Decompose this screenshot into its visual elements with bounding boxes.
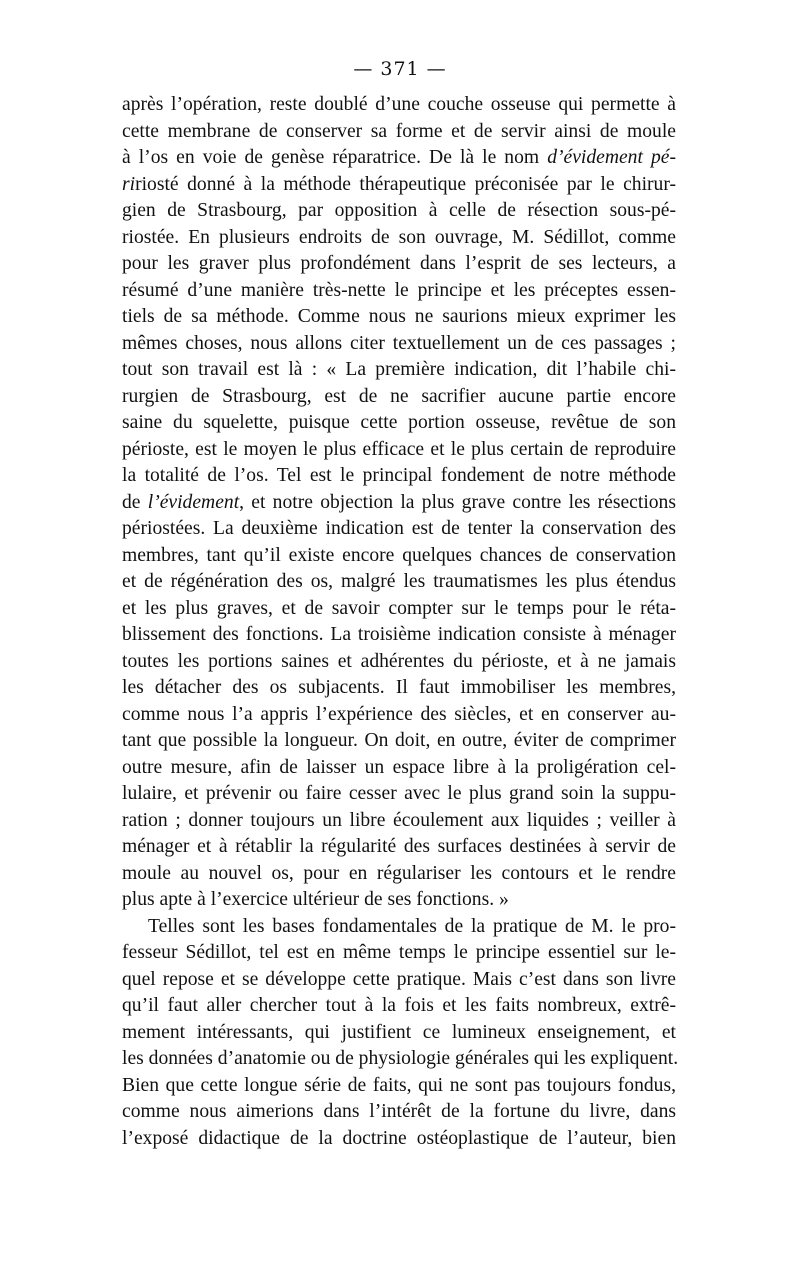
text-line: [122, 490, 676, 517]
text-line: moule au nouvel os, pour en régulariser les contours et le rendre: [122, 862, 676, 884]
text-fragment: de: [122, 491, 148, 513]
text-fragment: , et notre objection la plus grave contre les résections: [239, 491, 676, 513]
text-line: ménager et à rétablir la régularité des surfaces destinées à servir de: [122, 836, 676, 857]
text-line: les détacher des os subjacents. Il faut immobiliser les membres,: [122, 677, 676, 698]
text-line: toutes les portions saines et adhérentes du périoste, et à ne jamais: [122, 650, 676, 672]
text-line: lulaire, et prévenir ou faire cesser avec le plus grand soin la suppu-: [122, 783, 676, 804]
text-line: périostées. La deuxième indication est de tenter la conservation des: [122, 518, 676, 539]
text-line: pour les graver plus profondément dans l’esprit de ses lecteurs, a: [122, 253, 676, 274]
page-number: — 371 —: [353, 58, 447, 80]
text-line: Telles sont les bases fondamentales de la pratique de M. le pro-: [148, 915, 676, 937]
text-line: Bien que cette longue série de faits, qui ne sont pas toujours fondus,: [122, 1074, 676, 1096]
text-line: fesseur Sédillot, tel est en même temps le principe essentiel sur le-: [122, 942, 676, 963]
text-line: et les plus graves, et de savoir compter sur le temps pour le réta-: [122, 597, 676, 619]
paragraph-2: [122, 914, 679, 1153]
text-line: cette membrane de conserver sa forme et de servir ainsi de moule: [122, 120, 676, 142]
body-text: [122, 92, 679, 1152]
italic-term: l’évidement: [147, 491, 240, 513]
text-line: qu’il faut aller chercher tout à la fois et les faits nombreux, extrê-: [122, 995, 676, 1016]
text-line: [122, 145, 676, 172]
text-line: résumé d’une manière très-nette le principe et les préceptes essen-: [122, 279, 676, 301]
text-line: gien de Strasbourg, par opposition à celle de résection sous-pé-: [122, 200, 676, 221]
text-line: les données d’anatomie ou de physiologie générales qui les expliquent.: [122, 1048, 679, 1069]
text-line: membres, tant qu’il existe encore quelques chances de conservation: [122, 544, 676, 566]
text-line: saine du squelette, puisque cette portion osseuse, revêtue de son: [122, 412, 676, 433]
text-line: [122, 172, 676, 199]
text-line: périoste, est le moyen le plus efficace et le plus certain de reproduire: [122, 438, 676, 460]
text-fragment: à l’os en voie de genèse réparatrice. De là le nom: [122, 147, 548, 168]
text-line: la totalité de l’os. Tel est le principal fondement de notre méthode: [122, 465, 676, 486]
text-line: comme nous aimerions dans l’intérêt de la fortune du livre, dans: [122, 1101, 676, 1122]
text-fragment: riosté donné à la méthode thérapeutique préconisée par le chirur-: [135, 173, 676, 195]
text-line: mement intéressants, qui justifient ce lumineux enseignement, et: [122, 1021, 676, 1043]
text-line: l’exposé didactique de la doctrine ostéoplastique de l’auteur, bien: [122, 1127, 676, 1149]
text-line: tout son travail est là : « La première indication, dit l’habile chi-: [122, 359, 676, 380]
text-line: plus apte à l’exercice ultérieur de ses fonctions. »: [122, 889, 509, 910]
text-line: blissement des fonctions. La troisième indication consiste à ménager: [122, 624, 676, 645]
text-line: quel repose et se développe cette pratique. Mais c’est dans son livre: [122, 968, 676, 990]
text-line: outre mesure, afin de laisser un espace libre à la proligération cel-: [122, 756, 676, 778]
text-line: après l’opération, reste doublé d’une couche osseuse qui permette à: [122, 94, 676, 115]
text-line: rurgien de Strasbourg, est de ne sacrifier aucune partie encore: [122, 385, 676, 407]
text-line: tiels de sa méthode. Comme nous ne saurions mieux exprimer les: [122, 306, 676, 327]
text-line: comme nous l’a appris l’expérience des siècles, et en conserver au-: [122, 703, 676, 725]
text-line: mêmes choses, nous allons citer textuellement un de ces passages ;: [122, 332, 676, 354]
text-line: riostée. En plusieurs endroits de son ouvrage, M. Sédillot, comme: [122, 226, 676, 248]
italic-term: d’évidement pé-: [547, 147, 676, 168]
text-line: ration ; donner toujours un libre écoulement aux liquides ; veiller à: [122, 809, 676, 831]
italic-term: ri: [122, 173, 136, 195]
text-line: tant que possible la longueur. On doit, en outre, éviter de comprimer: [122, 730, 676, 751]
paragraph-1: [122, 92, 676, 914]
text-line: et de régénération des os, malgré les traumatismes les plus étendus: [122, 571, 676, 592]
